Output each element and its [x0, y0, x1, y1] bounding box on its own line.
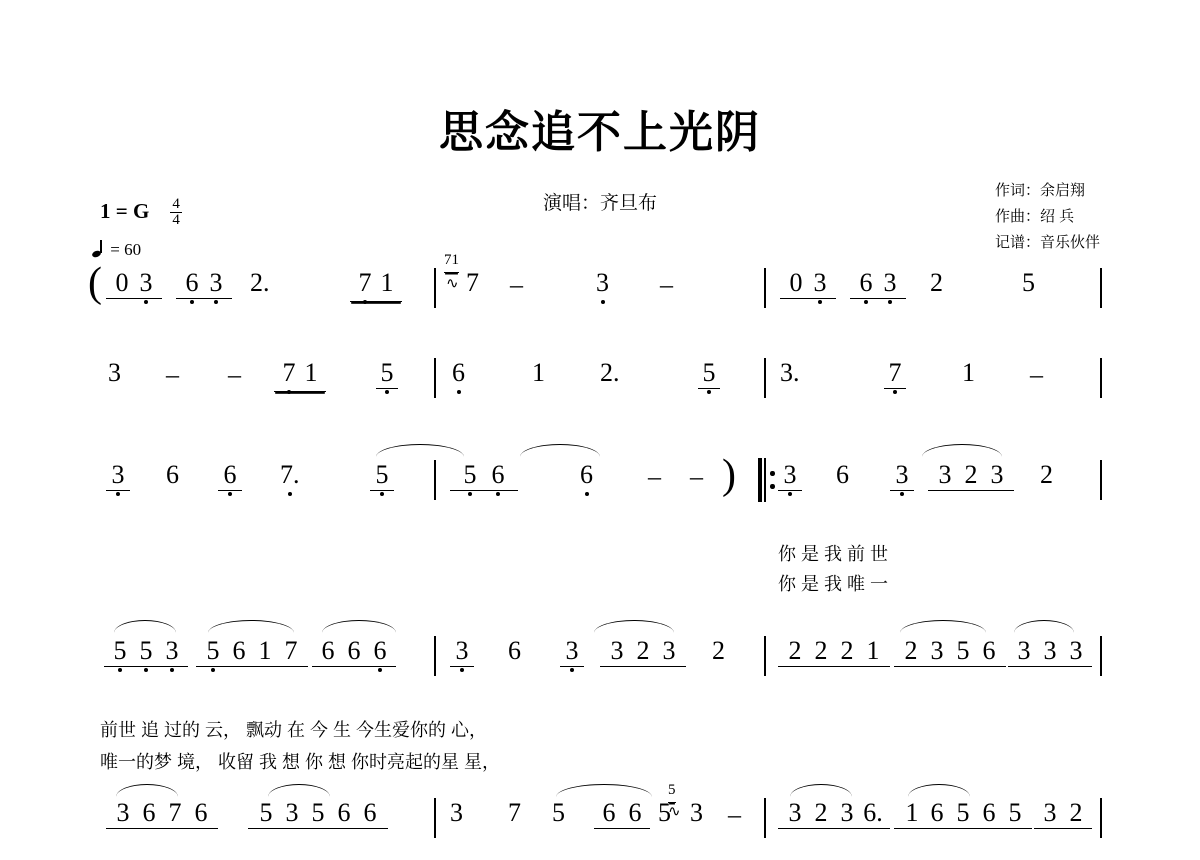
barline: [434, 636, 436, 676]
note: 6.: [863, 798, 883, 827]
mordent-icon: ∿: [668, 804, 681, 820]
note-group: [312, 638, 396, 667]
note: 6: [580, 460, 593, 489]
note: 3: [1017, 636, 1031, 665]
note: 5: [552, 798, 565, 827]
note-group: [778, 800, 890, 829]
note: 7: [884, 360, 906, 389]
credits-block: [995, 178, 1100, 256]
note: 3: [662, 636, 676, 665]
credit-transcriber: 记谱：音乐伙伴: [994, 234, 1100, 251]
note-line-3: [0, 452, 1200, 522]
note: 1: [532, 358, 545, 387]
note: 5: [658, 798, 671, 827]
note: 5: [956, 636, 970, 665]
note: 5: [956, 798, 970, 827]
note-group: [894, 638, 1006, 667]
note: 3: [204, 270, 228, 296]
note: 5: [1008, 798, 1022, 827]
note: 6: [180, 270, 204, 296]
note-line-1: [0, 252, 1200, 330]
note: 7: [466, 268, 479, 297]
note: 3: [116, 798, 130, 827]
note: 2: [636, 636, 650, 665]
lyric-line: 前世 追 过的 云， 飘动 在 今 生 今生爱你的 心，: [100, 720, 488, 740]
note: 3: [778, 462, 802, 491]
note: 1: [258, 636, 272, 665]
time-signature-denominator: 4: [172, 212, 180, 228]
note: 1: [866, 636, 880, 665]
note: 2: [712, 636, 725, 665]
barline: [764, 268, 766, 308]
lyric-line: 你 是 我 前 世: [778, 544, 889, 564]
note: 0: [115, 268, 129, 297]
barline: [1100, 460, 1102, 500]
hold-dash: –: [1030, 360, 1043, 389]
note: 3: [106, 462, 130, 491]
note-line-4: [0, 638, 1200, 698]
note: 5: [698, 360, 720, 389]
note: 3: [878, 270, 902, 296]
time-signature: [170, 197, 182, 228]
note: 6: [930, 798, 944, 827]
note-group: [594, 800, 650, 829]
time-signature-numerator: 4: [172, 196, 180, 212]
note: 5: [370, 462, 394, 491]
note: 3: [159, 638, 185, 664]
note-group: [248, 800, 388, 829]
note: 5: [133, 638, 159, 664]
note: 3: [788, 798, 802, 827]
note: 2: [930, 268, 943, 297]
note-group: [274, 360, 326, 392]
close-paren: ): [722, 452, 736, 498]
note: 6: [484, 462, 512, 488]
barline: [434, 358, 436, 398]
note: 2.: [250, 268, 270, 297]
note: 3: [560, 638, 584, 667]
note: 2: [814, 636, 828, 665]
note: 3.: [780, 358, 800, 387]
lyric-line: 你 是 我 唯 一: [778, 574, 889, 594]
grace-note: [444, 252, 459, 273]
note: 3: [285, 798, 299, 827]
hold-dash: –: [690, 462, 703, 491]
note: 3: [938, 460, 952, 489]
note-group: [106, 800, 218, 829]
note-group: [778, 638, 890, 667]
note: 6: [452, 358, 465, 387]
grace-note: [668, 782, 676, 803]
note: 7: [284, 636, 298, 665]
note: 5: [259, 798, 273, 827]
note: 3: [450, 798, 463, 827]
barline: [1100, 268, 1102, 308]
open-paren: (: [88, 260, 102, 306]
barline: [434, 460, 436, 500]
note: 1: [304, 358, 318, 387]
note: 3: [1069, 636, 1083, 665]
note: 3: [690, 798, 703, 827]
note: 1: [962, 358, 975, 387]
note-group: [780, 270, 836, 299]
note: 6: [367, 638, 393, 664]
note: 6: [363, 798, 377, 827]
hold-dash: –: [510, 270, 523, 299]
page-title: 思念追不上光阴: [439, 108, 761, 157]
note: 6: [982, 798, 996, 827]
note: 5: [1022, 268, 1035, 297]
note: 3: [890, 462, 914, 491]
note: 7: [278, 360, 300, 386]
staff-system-3: [0, 452, 1200, 622]
note: 2: [1040, 460, 1053, 489]
hold-dash: –: [660, 270, 673, 299]
note: 5: [311, 798, 325, 827]
staff-system-5: [0, 782, 1200, 860]
repeat-start-barline: [758, 458, 768, 502]
note: 6: [194, 798, 208, 827]
note: 5: [107, 638, 133, 664]
mordent-icon: ∿: [446, 276, 459, 292]
barline: [1100, 798, 1102, 838]
note: 3: [450, 638, 474, 667]
staff-system-4: [0, 638, 1200, 808]
note: 6: [142, 798, 156, 827]
note-group: [450, 462, 518, 491]
note-group: [1008, 638, 1092, 667]
note: 3: [808, 270, 832, 296]
credit-lyricist: 作词：余启翔: [994, 182, 1085, 199]
barline: [1100, 358, 1102, 398]
note: 6: [508, 636, 521, 665]
note: 3: [930, 636, 944, 665]
note: 3: [108, 358, 121, 387]
note: 6: [836, 460, 849, 489]
note: 6: [321, 636, 335, 665]
note: 6: [347, 636, 361, 665]
note: 0: [789, 268, 803, 297]
hold-dash: –: [166, 360, 179, 389]
note: 2: [904, 636, 918, 665]
note: 3: [134, 270, 158, 296]
note: 5: [200, 638, 226, 664]
note-group: [350, 270, 402, 302]
note: 7.: [280, 460, 300, 489]
note-group: [850, 270, 906, 299]
key-signature: [100, 198, 182, 229]
note: 7: [354, 270, 376, 296]
note: 7: [168, 798, 182, 827]
note: 6: [854, 270, 878, 296]
barline: [434, 268, 436, 308]
note: 6: [232, 636, 246, 665]
note-group: [1034, 800, 1092, 829]
note: 5: [456, 462, 484, 488]
barline: [764, 636, 766, 676]
note: 3: [1043, 636, 1057, 665]
quarter-note-icon: [92, 240, 106, 258]
barline: [764, 358, 766, 398]
tempo-marking: [92, 240, 141, 260]
singer-label: 演唱：齐旦布: [542, 193, 657, 214]
note-line-5: [0, 782, 1200, 860]
note: 3: [840, 798, 854, 827]
note: 2: [788, 636, 802, 665]
tempo-value: = 60: [110, 240, 142, 259]
grace-note-value: 71: [444, 252, 459, 273]
note: 6: [602, 798, 616, 827]
note-group: [920, 800, 1032, 829]
note: 2: [840, 636, 854, 665]
note: 6: [982, 636, 996, 665]
lyric-line: 唯一的梦 境， 收留 我 想 你 想 你时亮起的星 星，: [100, 752, 501, 772]
note: 6: [628, 798, 642, 827]
note: 3: [1043, 798, 1057, 827]
note: 2: [964, 460, 978, 489]
note-group: [196, 638, 308, 667]
barline: [1100, 636, 1102, 676]
note: 5: [376, 360, 398, 389]
barline: [434, 798, 436, 838]
note: 6: [218, 462, 242, 491]
hold-dash: –: [228, 360, 241, 389]
key-signature-text: 1 = G: [100, 199, 150, 224]
note: 2: [814, 798, 828, 827]
note: 3: [610, 636, 624, 665]
note: 1: [905, 798, 919, 827]
grace-note-value: 5: [668, 782, 676, 803]
note: 6: [337, 798, 351, 827]
note-group: [104, 638, 188, 667]
hold-dash: –: [648, 462, 661, 491]
note: 1: [380, 268, 394, 297]
note-group: [176, 270, 232, 299]
note-line-2: [0, 360, 1200, 420]
credit-composer: 作曲：绍 兵: [994, 208, 1075, 225]
note: 2: [1069, 798, 1083, 827]
hold-dash: –: [728, 800, 741, 829]
barline: [764, 798, 766, 838]
note-group: [928, 462, 1014, 491]
note-group: [106, 270, 162, 299]
note: 2.: [600, 358, 620, 387]
note: 6: [166, 460, 179, 489]
note: 7: [508, 798, 521, 827]
note: 3: [990, 460, 1004, 489]
note-group: [600, 638, 686, 667]
note: 3: [596, 268, 609, 297]
